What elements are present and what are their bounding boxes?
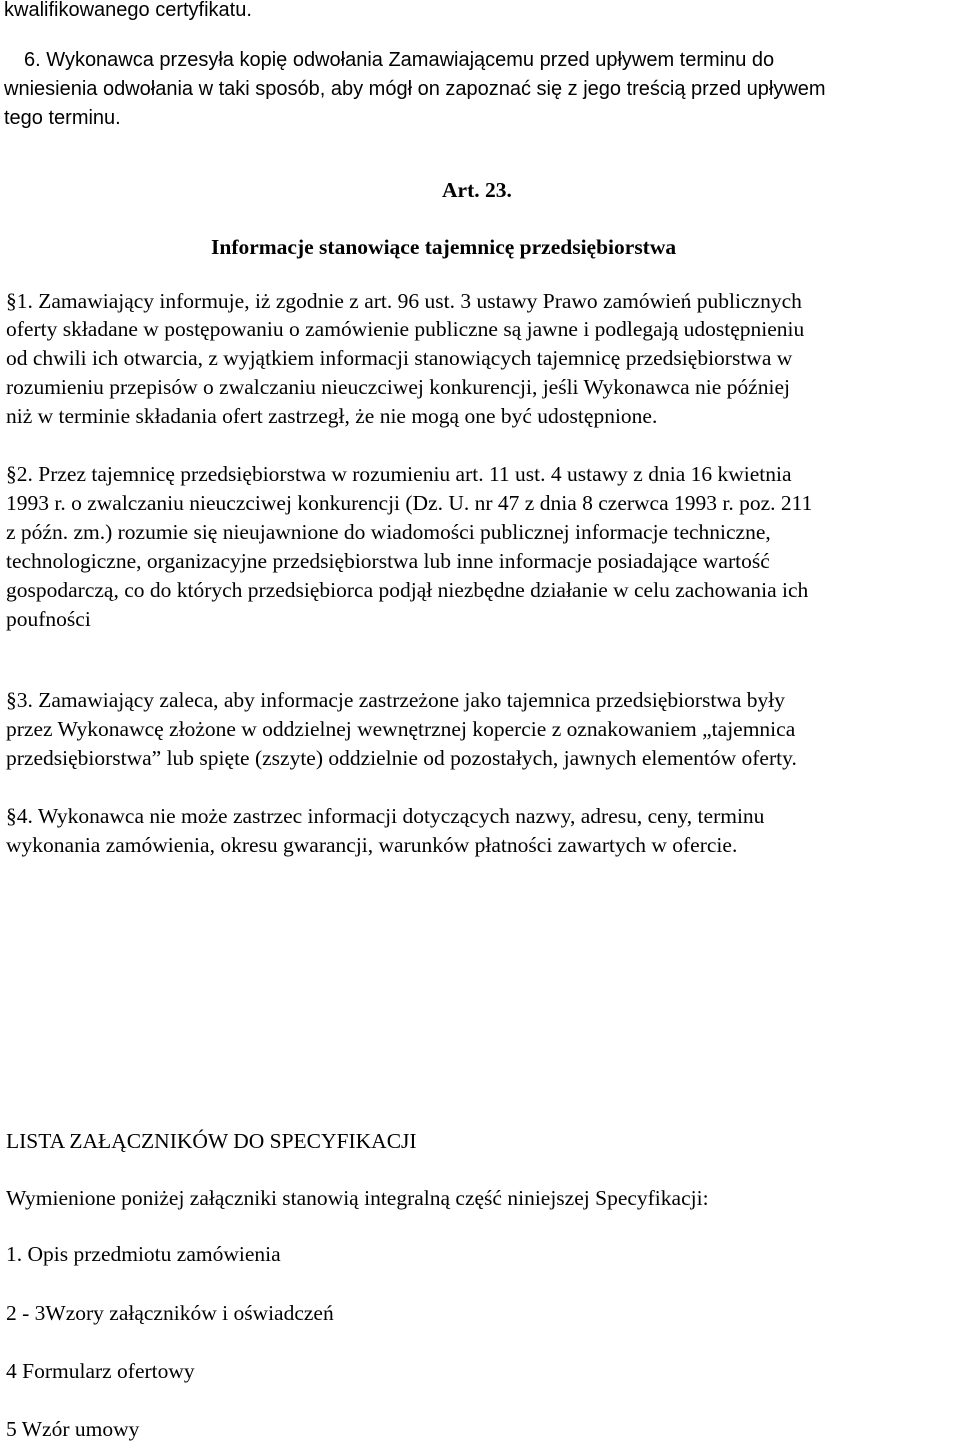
section-4-line-1: §4. Wykonawca nie może zastrzec informacji dotyczących nazwy, adresu, ceny, terminu [6, 804, 765, 828]
section-3-line-3: przedsiębiorstwa” lub spięte (zszyte) oddzielnie od pozostałych, jawnych elementów oferty. [6, 746, 797, 770]
article-title: Informacje stanowiące tajemnicę przedsiębiorstwa [211, 235, 677, 259]
section-2-line-2: 1993 r. o zwalczaniu nieuczciwej konkurencji (Dz. U. nr 47 z dnia 8 czerwca 1993 r. poz. 211 [6, 491, 813, 515]
article-number: Art. 23. [442, 178, 512, 202]
attachment-item-1: 1. Opis przedmiotu zamówienia [6, 1242, 281, 1266]
attachment-item-4: 5 Wzór umowy [6, 1417, 140, 1441]
section-1-line-3: od chwili ich otwarcia, z wyjątkiem informacji stanowiących tajemnicę przedsiębiorstwa w [6, 346, 793, 370]
top-line: kwalifikowanego certyfikatu. [4, 0, 252, 21]
attachments-heading: LISTA ZAŁĄCZNIKÓW DO SPECYFIKACJI [6, 1129, 417, 1153]
section-3-line-2: przez Wykonawcę złożone w oddzielnej wewnętrznej kopercie z oznakowaniem „tajemnica [6, 717, 796, 741]
paragraph-6-line-3: tego terminu. [4, 107, 121, 129]
section-2-line-6: poufności [6, 607, 91, 631]
paragraph-6-line-1: 6. Wykonawca przesyła kopię odwołania Zamawiającemu przed upływem terminu do [24, 49, 775, 71]
paragraph-6-line-2: wniesienia odwołania w taki sposób, aby mógł on zapoznać się z jego treścią przed upływem [4, 78, 826, 100]
attachment-item-2: 2 - 3Wzory załączników i oświadczeń [6, 1301, 334, 1325]
section-3-line-1: §3. Zamawiający zaleca, aby informacje zastrzeżone jako tajemnica przedsiębiorstwa były [6, 688, 785, 712]
section-2-line-3: z późn. zm.) rozumie się nieujawnione do wiadomości publicznej informacje techniczne, [6, 520, 771, 544]
section-1-line-5: niż w terminie składania ofert zastrzegł, że nie mogą one być udostępnione. [6, 404, 658, 428]
section-2-line-4: technologiczne, organizacyjne przedsiębiorstwa lub inne informacje posiadające wartość [6, 549, 770, 573]
section-1-line-2: oferty składane w postępowaniu o zamówienie publiczne są jawne i podlegają udostępnieniu [6, 317, 805, 341]
section-2-line-1: §2. Przez tajemnicę przedsiębiorstwa w rozumieniu art. 11 ust. 4 ustawy z dnia 16 kwietnia [6, 462, 792, 486]
section-1-line-1: §1. Zamawiający informuje, iż zgodnie z art. 96 ust. 3 ustawy Prawo zamówień publicznych [6, 289, 802, 313]
attachment-item-3: 4 Formularz ofertowy [6, 1359, 195, 1383]
section-1-line-4: rozumieniu przepisów o zwalczaniu nieuczciwej konkurencji, jeśli Wykonawca nie później [6, 375, 790, 399]
section-4-line-2: wykonania zamówienia, okresu gwarancji, warunków płatności zawartych w ofercie. [6, 833, 738, 857]
section-2-line-5: gospodarczą, co do których przedsiębiorca podjął niezbędne działanie w celu zachowania ich [6, 578, 809, 602]
attachments-intro: Wymienione poniżej załączniki stanowią integralną część niniejszej Specyfikacji: [6, 1186, 709, 1210]
